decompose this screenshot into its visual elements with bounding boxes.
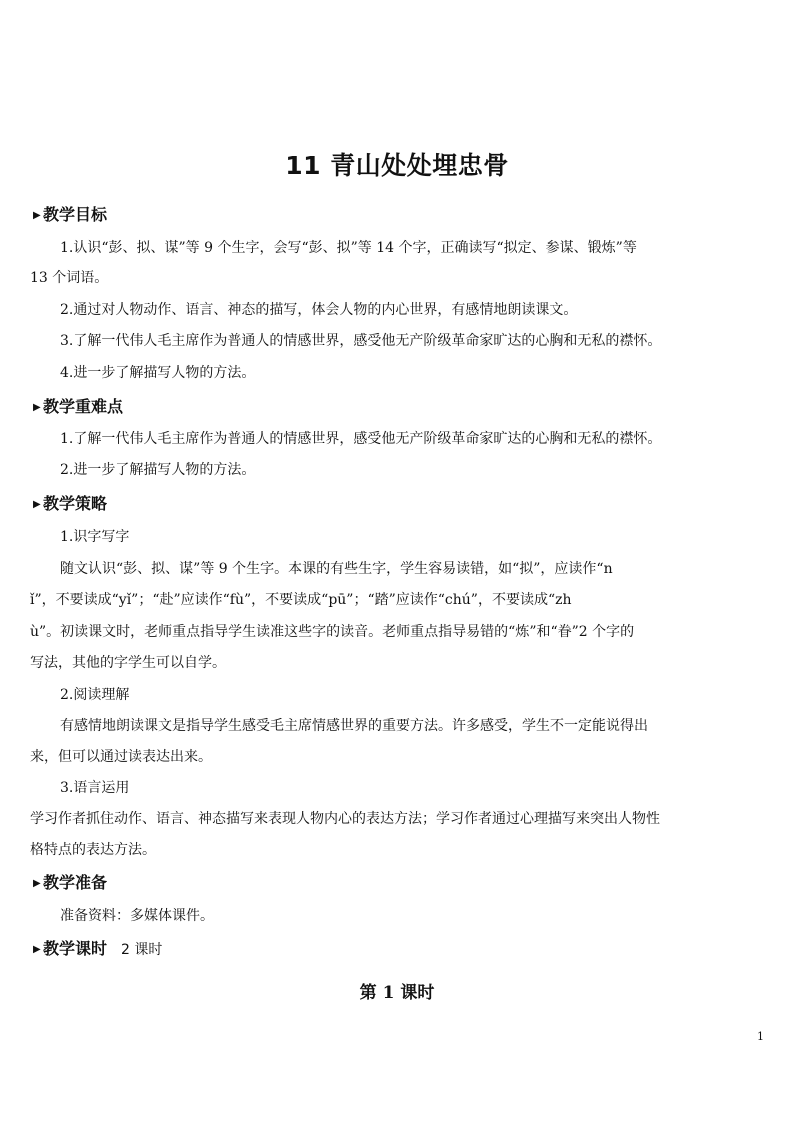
paragraph-line: 3.语言运用 (60, 780, 130, 796)
paragraph-line: ù”。初读课文时，老师重点指导学生读准这些字的读音。老师重点指导易错的“炼”和“眷”2 个字的 (30, 624, 635, 640)
heading-label: 教学课时 (43, 939, 108, 958)
triangle-right-icon: ▶ (33, 499, 41, 510)
paragraph-line: 2.通过对人物动作、语言、神态的描写，体会人物的内心世界，有感情地朗读课文。 (60, 302, 578, 318)
paragraph-line: 1.了解一代伟人毛主席作为普通人的情感世界，感受他无产阶级革命家旷达的心胸和无私的襟怀。 (60, 431, 662, 447)
paragraph-line: 学习作者抓住动作、语言、神态描写来表现人物内心的表达方法；学习作者通过心理描写来突出人物性 (30, 811, 660, 827)
lesson-subheading: 第 1 课时 (359, 983, 435, 1003)
heading-label: 教学目标 (43, 205, 108, 224)
paragraph-line: 3.了解一代伟人毛主席作为普通人的情感世界，感受他无产阶级革命家旷达的心胸和无私的襟怀。 (60, 333, 662, 349)
triangle-right-icon: ▶ (33, 878, 41, 889)
paragraph-line: 格特点的表达方法。 (30, 842, 156, 858)
paragraph-line: 1.识字写字 (60, 529, 130, 545)
paragraph-line: 4.进一步了解描写人物的方法。 (60, 365, 256, 381)
paragraph-line: 2.阅读理解 (60, 687, 130, 703)
page-title: 11 青山处处埋忠骨 (285, 151, 509, 180)
paragraph-line: 随文认识“彭、拟、谋”等 9 个生字。本课的有些生字，学生容易读错，如“拟”，应读作“n (60, 561, 613, 577)
triangle-right-icon: ▶ (33, 944, 41, 955)
paragraph-line: 准备资料：多媒体课件。 (60, 908, 214, 924)
section-heading-keypoints (33, 396, 123, 419)
paragraph-line: 13 个词语。 (30, 270, 109, 286)
paragraph-line: 有感情地朗读课文是指导学生感受毛主席情感世界的重要方法。许多感受，学生不一定能说得出 (60, 718, 648, 734)
heading-label: 教学策略 (43, 494, 108, 513)
triangle-right-icon: ▶ (33, 402, 41, 413)
paragraph-line: 来，但可以通过读表达出来。 (30, 749, 212, 765)
heading-label: 教学准备 (43, 873, 108, 892)
paragraph-line: 写法，其他的字学生可以自学。 (30, 655, 226, 671)
paragraph-line: 2.进一步了解描写人物的方法。 (60, 462, 256, 478)
section-heading-prep (33, 872, 107, 895)
paragraph-line: ǐ”，不要读成“yǐ”；“赴”应读作“fù”，不要读成“pū”；“踏”应读作“chú”，不要读成“zh (30, 592, 572, 608)
triangle-right-icon: ▶ (33, 210, 41, 221)
page-number: 1 (757, 1030, 764, 1043)
hours-value: 2 课时 (121, 942, 163, 958)
section-heading-strategy (33, 493, 107, 516)
paragraph-line: 1.认识“彭、拟、谋”等 9 个生字，会写“彭、拟”等 14 个字，正确读写“拟定、参谋、锻炼”等 (60, 240, 637, 256)
heading-label: 教学重难点 (43, 397, 124, 416)
section-heading-goals (33, 204, 107, 227)
section-heading-hours (33, 938, 162, 961)
